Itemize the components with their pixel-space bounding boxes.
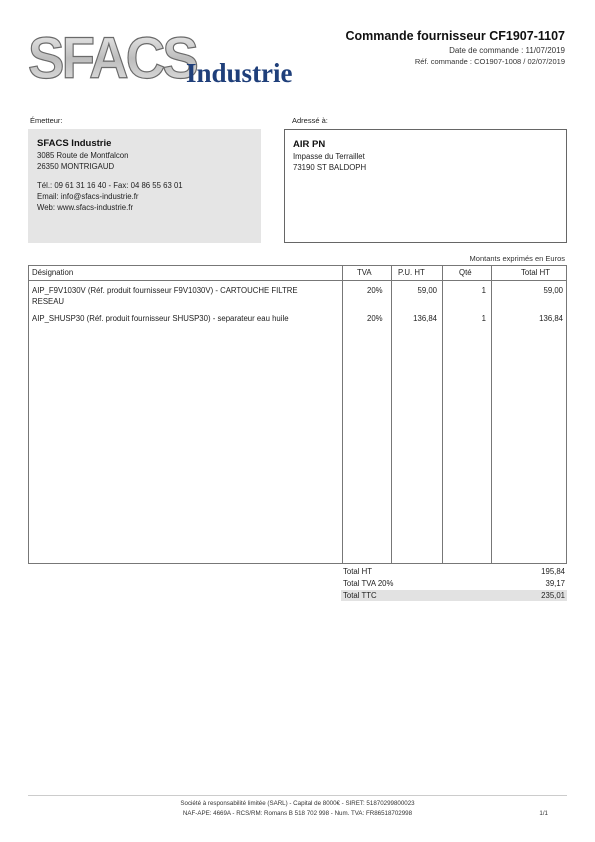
sender-box	[28, 129, 261, 243]
sender-label: Émetteur:	[30, 116, 63, 125]
total-tva-value: 39,17	[545, 579, 565, 588]
row-tva: 20%	[367, 314, 383, 323]
row-unit-price: 136,84	[413, 314, 437, 323]
total-ttc-row	[341, 590, 567, 601]
row-tva: 20%	[367, 286, 383, 295]
page-number: 1/1	[539, 810, 548, 817]
sender-address2: 26350 MONTRIGAUD	[37, 162, 115, 171]
recipient-address1: Impasse du Terraillet	[293, 152, 365, 161]
sender-web: Web: www.sfacs-industrie.fr	[37, 203, 134, 212]
document-title: Commande fournisseur CF1907-1107	[345, 29, 565, 43]
total-ttc-label: Total TTC	[343, 591, 377, 600]
row-total: 136,84	[539, 314, 563, 323]
row-designation: AIP_SHUSP30 (Réf. produit fournisseur SHUSP30) - separateur eau huile	[32, 314, 289, 323]
table-row	[32, 286, 340, 307]
recipient-address2: 73190 ST BALDOPH	[293, 163, 367, 172]
order-reference: Réf. commande : CO1907-1008 / 02/07/2019	[414, 57, 565, 66]
total-tva-row	[341, 578, 567, 589]
sender-address1: 3085 Route de Montfalcon	[37, 151, 129, 160]
company-logo	[28, 30, 318, 88]
order-date: Date de commande : 11/07/2019	[449, 46, 565, 55]
order-lines-table	[28, 265, 567, 564]
recipient-label: Adressé à:	[292, 116, 328, 125]
table-row	[32, 314, 340, 325]
recipient-box	[284, 129, 567, 243]
row-unit-price: 59,00	[417, 286, 437, 295]
sender-name: SFACS Industrie	[37, 138, 112, 149]
logo-sub-text: Industrie	[186, 58, 293, 88]
col-designation: Désignation	[32, 268, 74, 277]
footer-divider	[28, 795, 567, 796]
row-total: 59,00	[543, 286, 563, 295]
row-designation-cont: RESEAU	[32, 296, 65, 306]
row-designation: AIP_F9V1030V (Réf. produit fournisseur F9V1030V) - CARTOUCHE FILTRE	[32, 286, 298, 295]
row-quantity: 1	[481, 286, 486, 295]
col-quantity: Qté	[459, 268, 472, 277]
row-quantity: 1	[481, 314, 486, 323]
recipient-name: AIR PN	[293, 139, 326, 150]
currency-note: Montants exprimés en Euros	[469, 254, 565, 263]
sender-email: Email: info@sfacs-industrie.fr	[37, 192, 139, 201]
total-ht-label: Total HT	[343, 567, 373, 576]
total-ttc-value: 235,01	[541, 591, 565, 600]
footer-legal-line2: NAF-APE: 4669A - RCS/RM: Romans B 518 702 998 - Num. TVA: FR86518702998	[182, 810, 413, 817]
footer-legal-line1: Société à responsabilité limitée (SARL) - Capital de 8000€ - SIRET: 51870299800023	[180, 800, 415, 807]
total-ht-row	[341, 566, 567, 577]
col-total-ht: Total HT	[520, 268, 550, 277]
total-tva-label: Total TVA 20%	[343, 579, 394, 588]
logo-brand-text: SFACS	[28, 30, 198, 88]
sender-phone: Tél.: 09 61 31 16 40 - Fax: 04 86 55 63 01	[37, 181, 183, 190]
col-tva: TVA	[357, 268, 372, 277]
total-ht-value: 195,84	[541, 567, 565, 576]
col-unit-price: P.U. HT	[398, 268, 425, 277]
